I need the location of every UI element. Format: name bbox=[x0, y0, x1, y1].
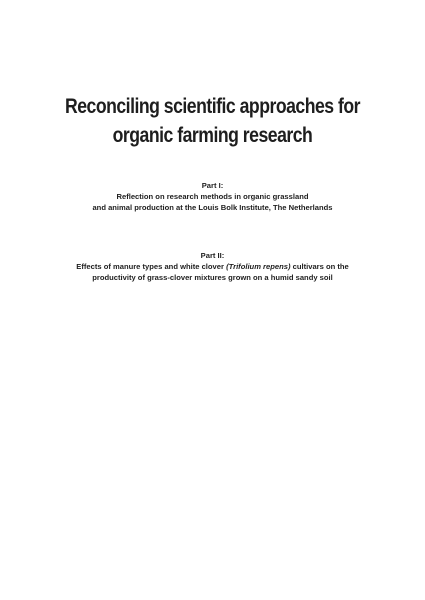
title-line-2: organic farming research bbox=[112, 124, 313, 147]
part-one-line-1: Reflection on research methods in organic grassland bbox=[116, 192, 309, 201]
part-one-section bbox=[0, 180, 425, 213]
part-two-line-1-end: cultivars on the bbox=[290, 262, 349, 271]
title-line-1: Reconciling scientific approaches for bbox=[64, 95, 361, 118]
part-two-section bbox=[0, 250, 425, 283]
document-title bbox=[34, 92, 391, 150]
part-two-heading: Part II: bbox=[200, 251, 225, 260]
part-two-line-2: productivity of grass-clover mixtures grown on a humid sandy soil bbox=[92, 273, 333, 282]
part-one-line-2: and animal production at the Louis Bolk Institute, The Netherlands bbox=[92, 203, 333, 212]
part-two-line-1 bbox=[0, 261, 425, 272]
part-one-heading: Part I: bbox=[201, 181, 224, 190]
part-two-species-name: (Trifolium repens) bbox=[226, 262, 291, 271]
part-two-line-1-start: Effects of manure types and white clover bbox=[76, 262, 227, 271]
